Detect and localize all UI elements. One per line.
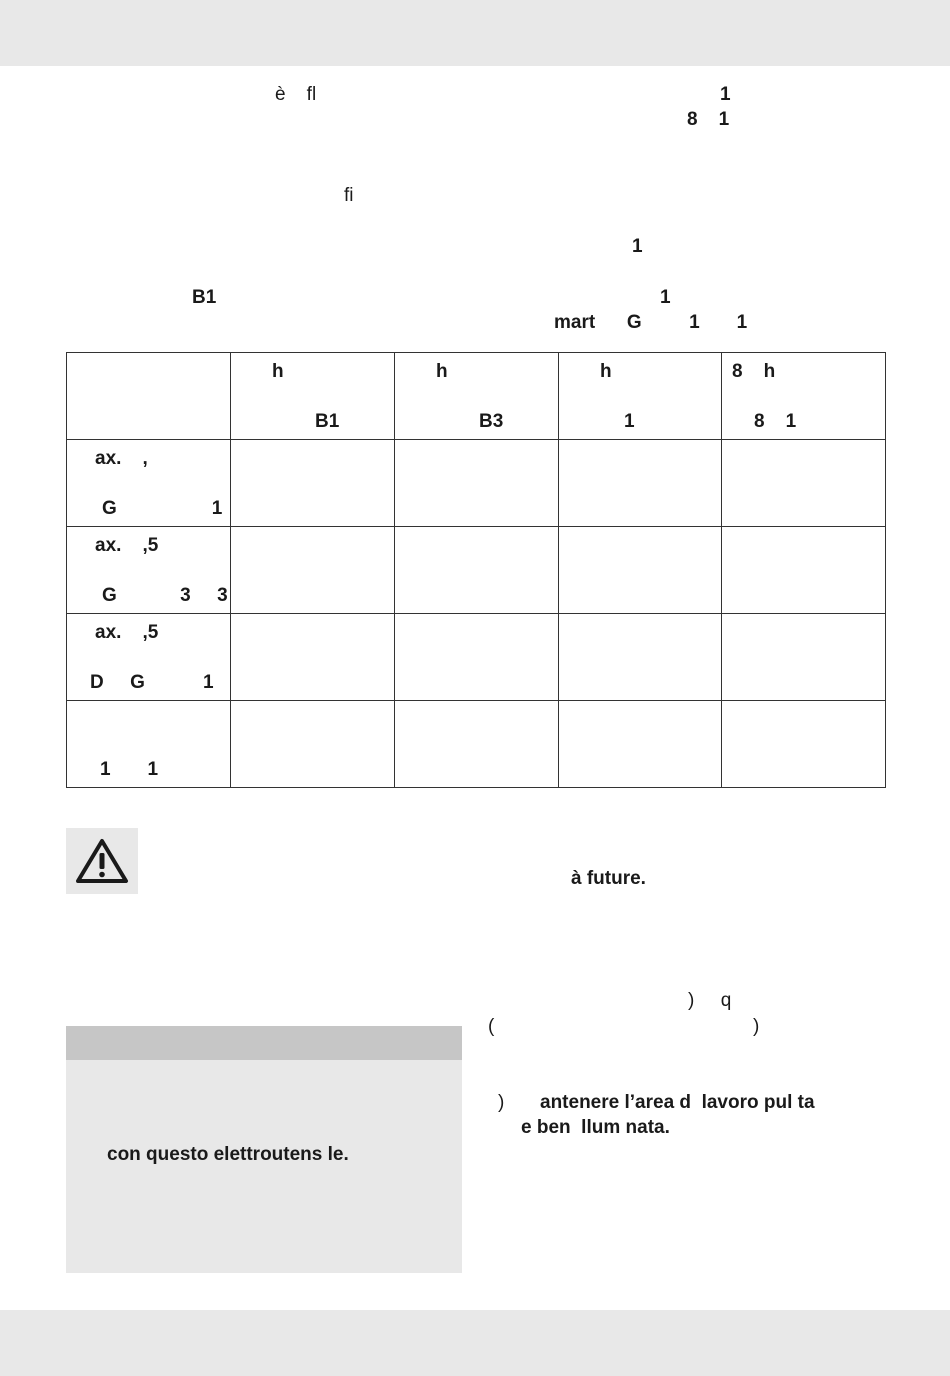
text-fragment: ( ) (488, 1016, 760, 1037)
list-item-text: antenere l’area d lavoro pul ta (540, 1092, 815, 1113)
spec-table (66, 352, 886, 788)
table-row (67, 701, 886, 788)
table-cell (231, 614, 395, 701)
table-cell (722, 701, 886, 788)
table-cell (231, 440, 395, 527)
table-cell (395, 527, 559, 614)
text-fragment: è fl (275, 84, 317, 105)
text-fragment: 8 1 (687, 109, 730, 130)
table-header-cell: h B1 (231, 353, 395, 440)
text-fragment: ) q (688, 990, 732, 1011)
table-cell (722, 614, 886, 701)
table-row-label: ax. , G 1 (67, 440, 231, 527)
text-fragment: 1 (720, 84, 731, 105)
warning-text: à future. (571, 868, 646, 889)
warning-box (66, 828, 138, 894)
table-row (67, 440, 886, 527)
list-marker: ) (498, 1092, 505, 1113)
note-box-text: con questo elettroutens le. (107, 1144, 349, 1165)
footer-band (0, 1310, 950, 1376)
table-header-row (67, 353, 886, 440)
table-cell (395, 701, 559, 788)
table-row (67, 527, 886, 614)
text-fragment: mart G 1 1 (554, 312, 748, 333)
table-row-label: ax. ,5 G 3 3 (67, 527, 231, 614)
table-header-cell: h B3 (395, 353, 559, 440)
header-band (0, 0, 950, 66)
table-header-cell (67, 353, 231, 440)
text-fragment: 1 (660, 287, 671, 308)
text-fragment: fi (344, 185, 354, 206)
table-cell (559, 701, 722, 788)
table-header-cell: 8 h 8 1 (722, 353, 886, 440)
table-cell (559, 440, 722, 527)
table-cell (722, 527, 886, 614)
table-row-label: ax. ,5 D G 1 (67, 614, 231, 701)
table-cell (395, 440, 559, 527)
text-fragment: B1 (192, 287, 217, 308)
warning-triangle-icon (74, 836, 130, 886)
table-cell (559, 614, 722, 701)
table-row (67, 614, 886, 701)
note-box-header (66, 1026, 462, 1060)
table-cell (559, 527, 722, 614)
table-cell (231, 527, 395, 614)
table-header-cell: h 1 (559, 353, 722, 440)
table-row-label: 1 1 (67, 701, 231, 788)
text-fragment: 1 (632, 236, 643, 257)
table-cell (722, 440, 886, 527)
table-cell (231, 701, 395, 788)
list-item-text: e ben llum nata. (521, 1117, 670, 1138)
table-cell (395, 614, 559, 701)
note-box (66, 1026, 462, 1273)
